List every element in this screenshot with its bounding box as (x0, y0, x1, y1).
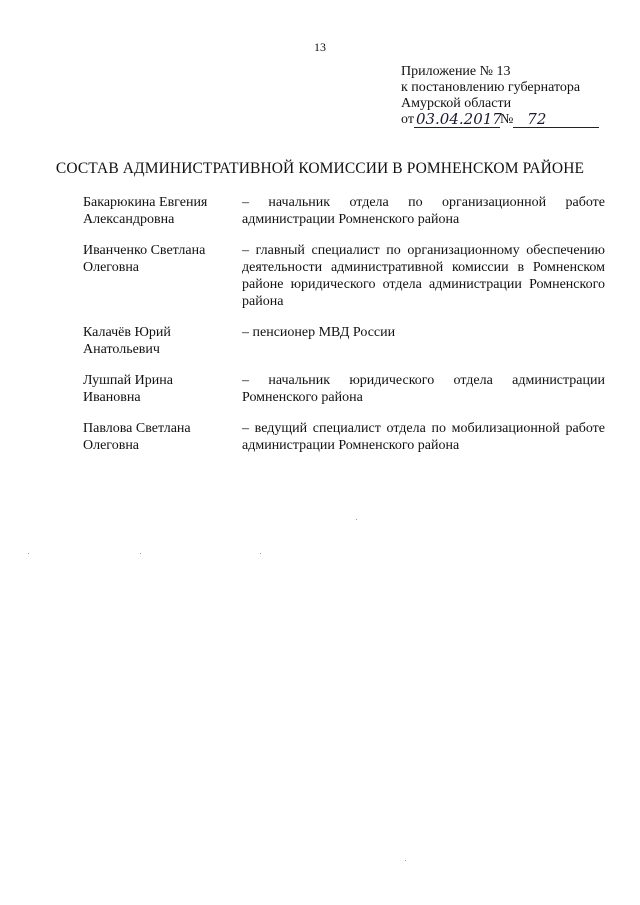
member-patronymic: Олеговна (83, 260, 140, 275)
member-role: – начальник юридического отдела администрации Ромненского района (242, 373, 605, 405)
handwritten-date: 03.04.2017 (415, 110, 502, 128)
member-name (83, 420, 242, 454)
member-patronymic: Анатольевич (83, 342, 160, 357)
member-surname-first: Павлова Светлана (83, 421, 191, 436)
appendix-region: Амурской области (401, 96, 512, 111)
appendix-decree-ref: к постановлению губернатора (401, 80, 581, 95)
member-surname-first: Лушпай Ирина (83, 373, 173, 388)
scan-speck (140, 553, 141, 554)
member-surname-first: Иванченко Светлана (83, 243, 206, 258)
member-name (83, 194, 242, 228)
scan-speck (28, 553, 29, 554)
appendix-header (401, 64, 631, 128)
member-row (83, 324, 605, 358)
member-patronymic: Александровна (83, 212, 175, 227)
scan-speck (260, 553, 261, 554)
scan-speck (405, 860, 406, 861)
number-prefix: № (499, 112, 514, 127)
document-title: СОСТАВ АДМИНИСТРАТИВНОЙ КОМИССИИ В РОМНЕНСКОМ РАЙОНЕ (55, 160, 585, 177)
handwritten-number: 72 (513, 112, 599, 128)
member-name (83, 372, 242, 406)
member-patronymic: Ивановна (83, 390, 141, 405)
member-role: – главный специалист по организационному обеспечению деятельности административной комиссии в Ромненском районе юридического отдела администрации Ромненского района (242, 243, 605, 309)
member-role: – пенсионер МВД России (242, 325, 396, 340)
member-row (83, 420, 605, 454)
member-role: – ведущий специалист отдела по мобилизационной работе администрации Ромненского района (242, 421, 605, 453)
member-row (83, 242, 605, 310)
member-row (83, 372, 605, 406)
member-patronymic: Олеговна (83, 438, 140, 453)
member-surname-first: Калачёв Юрий (83, 325, 171, 340)
from-prefix: от (401, 112, 414, 127)
appendix-title: Приложение № 13 (401, 64, 511, 79)
members-list (83, 194, 605, 454)
scan-speck (356, 519, 357, 520)
member-role: – начальник отдела по организационной работе администрации Ромненского района (242, 195, 605, 227)
member-name (83, 242, 242, 310)
appendix-date-number-line (401, 112, 631, 128)
page-number: 13 (314, 40, 326, 54)
member-surname-first: Бакарюкина Евгения (83, 195, 208, 210)
member-row (83, 194, 605, 228)
member-name (83, 324, 242, 358)
